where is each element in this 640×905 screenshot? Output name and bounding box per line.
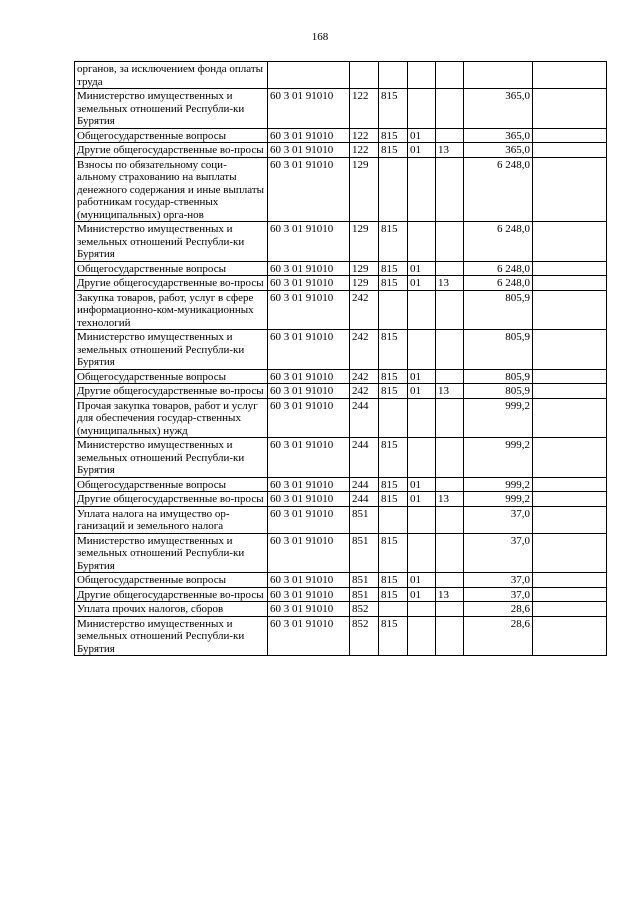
amount-cell: 999,2 xyxy=(464,477,533,492)
empty-cell xyxy=(533,506,607,533)
empty-cell xyxy=(533,128,607,143)
table-row xyxy=(75,89,607,129)
subsection-code-cell xyxy=(436,128,464,143)
subsection-code-cell xyxy=(436,616,464,656)
amount-cell: 6 248,0 xyxy=(464,157,533,222)
administrator-code-cell: 815 xyxy=(379,477,408,492)
expense-type-cell xyxy=(350,62,379,89)
expense-type-cell: 129 xyxy=(350,157,379,222)
item-name-cell: Закупка товаров, работ, услуг в сфере информационно-ком-муникационных технологий xyxy=(75,290,268,330)
section-code-cell: 01 xyxy=(408,369,436,384)
section-code-cell: 01 xyxy=(408,143,436,158)
administrator-code-cell xyxy=(379,602,408,617)
amount-cell: 37,0 xyxy=(464,587,533,602)
table-row xyxy=(75,369,607,384)
target-article-cell: 60 3 01 91010 xyxy=(268,222,350,262)
amount-cell: 805,9 xyxy=(464,384,533,399)
target-article-cell: 60 3 01 91010 xyxy=(268,398,350,438)
subsection-code-cell xyxy=(436,477,464,492)
section-code-cell xyxy=(408,602,436,617)
administrator-code-cell: 815 xyxy=(379,222,408,262)
target-article-cell: 60 3 01 91010 xyxy=(268,573,350,588)
table-row xyxy=(75,222,607,262)
target-article-cell: 60 3 01 91010 xyxy=(268,587,350,602)
expense-type-cell: 122 xyxy=(350,143,379,158)
expense-type-cell: 129 xyxy=(350,222,379,262)
table-row xyxy=(75,533,607,573)
subsection-code-cell xyxy=(436,398,464,438)
item-name-cell: Общегосударственные вопросы xyxy=(75,128,268,143)
target-article-cell: 60 3 01 91010 xyxy=(268,616,350,656)
amount-cell xyxy=(464,62,533,89)
item-name-cell: Общегосударственные вопросы xyxy=(75,573,268,588)
table-row xyxy=(75,616,607,656)
section-code-cell: 01 xyxy=(408,276,436,291)
subsection-code-cell xyxy=(436,369,464,384)
table-row xyxy=(75,330,607,370)
subsection-code-cell xyxy=(436,261,464,276)
subsection-code-cell xyxy=(436,602,464,617)
amount-cell: 37,0 xyxy=(464,533,533,573)
target-article-cell: 60 3 01 91010 xyxy=(268,602,350,617)
target-article-cell: 60 3 01 91010 xyxy=(268,143,350,158)
administrator-code-cell xyxy=(379,290,408,330)
item-name-cell: Министерство имущественных и земельных отношений Республи-ки Бурятия xyxy=(75,438,268,478)
empty-cell xyxy=(533,290,607,330)
subsection-code-cell: 13 xyxy=(436,587,464,602)
section-code-cell xyxy=(408,438,436,478)
amount-cell: 805,9 xyxy=(464,369,533,384)
item-name-cell: Министерство имущественных и земельных отношений Республи-ки Бурятия xyxy=(75,330,268,370)
empty-cell xyxy=(533,477,607,492)
item-name-cell: Другие общегосударственные во-просы xyxy=(75,587,268,602)
expense-type-cell: 851 xyxy=(350,573,379,588)
subsection-code-cell: 13 xyxy=(436,492,464,507)
administrator-code-cell xyxy=(379,62,408,89)
item-name-cell: Уплата прочих налогов, сборов xyxy=(75,602,268,617)
amount-cell: 999,2 xyxy=(464,398,533,438)
section-code-cell xyxy=(408,62,436,89)
amount-cell: 28,6 xyxy=(464,602,533,617)
budget-table-body xyxy=(75,62,607,656)
budget-table xyxy=(74,61,607,656)
section-code-cell xyxy=(408,506,436,533)
administrator-code-cell: 815 xyxy=(379,330,408,370)
expense-type-cell: 244 xyxy=(350,438,379,478)
table-row xyxy=(75,492,607,507)
table-row xyxy=(75,477,607,492)
target-article-cell: 60 3 01 91010 xyxy=(268,533,350,573)
expense-type-cell: 129 xyxy=(350,276,379,291)
table-row xyxy=(75,384,607,399)
administrator-code-cell: 815 xyxy=(379,573,408,588)
expense-type-cell: 244 xyxy=(350,477,379,492)
section-code-cell xyxy=(408,616,436,656)
subsection-code-cell: 13 xyxy=(436,143,464,158)
table-row xyxy=(75,261,607,276)
empty-cell xyxy=(533,533,607,573)
target-article-cell: 60 3 01 91010 xyxy=(268,261,350,276)
amount-cell: 28,6 xyxy=(464,616,533,656)
subsection-code-cell: 13 xyxy=(436,384,464,399)
empty-cell xyxy=(533,616,607,656)
section-code-cell: 01 xyxy=(408,384,436,399)
target-article-cell: 60 3 01 91010 xyxy=(268,157,350,222)
administrator-code-cell: 815 xyxy=(379,128,408,143)
expense-type-cell: 122 xyxy=(350,89,379,129)
administrator-code-cell: 815 xyxy=(379,587,408,602)
section-code-cell: 01 xyxy=(408,477,436,492)
amount-cell: 6 248,0 xyxy=(464,261,533,276)
expense-type-cell: 852 xyxy=(350,602,379,617)
item-name-cell: Общегосударственные вопросы xyxy=(75,477,268,492)
expense-type-cell: 851 xyxy=(350,587,379,602)
administrator-code-cell: 815 xyxy=(379,276,408,291)
table-row xyxy=(75,573,607,588)
empty-cell xyxy=(533,602,607,617)
target-article-cell: 60 3 01 91010 xyxy=(268,438,350,478)
empty-cell xyxy=(533,438,607,478)
section-code-cell xyxy=(408,330,436,370)
expense-type-cell: 242 xyxy=(350,384,379,399)
subsection-code-cell xyxy=(436,330,464,370)
table-row xyxy=(75,128,607,143)
table-row xyxy=(75,438,607,478)
table-row xyxy=(75,398,607,438)
administrator-code-cell: 815 xyxy=(379,384,408,399)
table-row xyxy=(75,602,607,617)
amount-cell: 6 248,0 xyxy=(464,222,533,262)
item-name-cell: Общегосударственные вопросы xyxy=(75,261,268,276)
section-code-cell: 01 xyxy=(408,587,436,602)
subsection-code-cell xyxy=(436,290,464,330)
target-article-cell: 60 3 01 91010 xyxy=(268,128,350,143)
amount-cell: 365,0 xyxy=(464,143,533,158)
item-name-cell: Министерство имущественных и земельных отношений Республи-ки Бурятия xyxy=(75,89,268,129)
empty-cell xyxy=(533,573,607,588)
expense-type-cell: 129 xyxy=(350,261,379,276)
item-name-cell: Другие общегосударственные во-просы xyxy=(75,143,268,158)
expense-type-cell: 852 xyxy=(350,616,379,656)
section-code-cell: 01 xyxy=(408,128,436,143)
empty-cell xyxy=(533,369,607,384)
administrator-code-cell: 815 xyxy=(379,438,408,478)
empty-cell xyxy=(533,261,607,276)
subsection-code-cell xyxy=(436,533,464,573)
administrator-code-cell: 815 xyxy=(379,492,408,507)
table-row xyxy=(75,62,607,89)
amount-cell: 365,0 xyxy=(464,128,533,143)
target-article-cell: 60 3 01 91010 xyxy=(268,290,350,330)
expense-type-cell: 242 xyxy=(350,290,379,330)
amount-cell: 999,2 xyxy=(464,438,533,478)
table-row xyxy=(75,506,607,533)
target-article-cell: 60 3 01 91010 xyxy=(268,276,350,291)
item-name-cell: Другие общегосударственные во-просы xyxy=(75,384,268,399)
section-code-cell: 01 xyxy=(408,492,436,507)
section-code-cell: 01 xyxy=(408,261,436,276)
amount-cell: 805,9 xyxy=(464,290,533,330)
target-article-cell: 60 3 01 91010 xyxy=(268,369,350,384)
item-name-cell: Министерство имущественных и земельных отношений Республи-ки Бурятия xyxy=(75,222,268,262)
administrator-code-cell: 815 xyxy=(379,261,408,276)
empty-cell xyxy=(533,384,607,399)
empty-cell xyxy=(533,587,607,602)
section-code-cell xyxy=(408,533,436,573)
expense-type-cell: 851 xyxy=(350,533,379,573)
target-article-cell: 60 3 01 91010 xyxy=(268,506,350,533)
section-code-cell: 01 xyxy=(408,573,436,588)
table-row xyxy=(75,276,607,291)
subsection-code-cell xyxy=(436,506,464,533)
item-name-cell: Другие общегосударственные во-просы xyxy=(75,276,268,291)
administrator-code-cell xyxy=(379,398,408,438)
subsection-code-cell xyxy=(436,438,464,478)
section-code-cell xyxy=(408,222,436,262)
amount-cell: 999,2 xyxy=(464,492,533,507)
target-article-cell: 60 3 01 91010 xyxy=(268,330,350,370)
page-number: 168 xyxy=(311,31,329,43)
subsection-code-cell xyxy=(436,89,464,129)
subsection-code-cell: 13 xyxy=(436,276,464,291)
item-name-cell: Общегосударственные вопросы xyxy=(75,369,268,384)
section-code-cell xyxy=(408,157,436,222)
empty-cell xyxy=(533,398,607,438)
item-name-cell: Уплата налога на имущество ор-ганизаций и земельного налога xyxy=(75,506,268,533)
subsection-code-cell xyxy=(436,157,464,222)
empty-cell xyxy=(533,89,607,129)
item-name-cell: Прочая закупка товаров, работ и услуг для обеспечения государ-ственных (муниципальных) нужд xyxy=(75,398,268,438)
administrator-code-cell: 815 xyxy=(379,143,408,158)
section-code-cell xyxy=(408,398,436,438)
item-name-cell: Министерство имущественных и земельных отношений Республи-ки Бурятия xyxy=(75,533,268,573)
expense-type-cell: 242 xyxy=(350,330,379,370)
table-row xyxy=(75,290,607,330)
expense-type-cell: 851 xyxy=(350,506,379,533)
amount-cell: 37,0 xyxy=(464,506,533,533)
item-name-cell: Взносы по обязательному соци-альному страхованию на выплаты денежного содержания и иные выплаты работникам государ-ственных (муниципальных) орга-нов xyxy=(75,157,268,222)
administrator-code-cell: 815 xyxy=(379,89,408,129)
administrator-code-cell xyxy=(379,157,408,222)
subsection-code-cell xyxy=(436,222,464,262)
amount-cell: 37,0 xyxy=(464,573,533,588)
target-article-cell: 60 3 01 91010 xyxy=(268,384,350,399)
item-name-cell: Другие общегосударственные во-просы xyxy=(75,492,268,507)
table-row xyxy=(75,157,607,222)
empty-cell xyxy=(533,157,607,222)
target-article-cell xyxy=(268,62,350,89)
subsection-code-cell xyxy=(436,573,464,588)
target-article-cell: 60 3 01 91010 xyxy=(268,477,350,492)
expense-type-cell: 244 xyxy=(350,492,379,507)
expense-type-cell: 122 xyxy=(350,128,379,143)
empty-cell xyxy=(533,143,607,158)
administrator-code-cell: 815 xyxy=(379,369,408,384)
amount-cell: 6 248,0 xyxy=(464,276,533,291)
subsection-code-cell xyxy=(436,62,464,89)
amount-cell: 365,0 xyxy=(464,89,533,129)
administrator-code-cell: 815 xyxy=(379,533,408,573)
administrator-code-cell xyxy=(379,506,408,533)
amount-cell: 805,9 xyxy=(464,330,533,370)
empty-cell xyxy=(533,492,607,507)
expense-type-cell: 242 xyxy=(350,369,379,384)
target-article-cell: 60 3 01 91010 xyxy=(268,492,350,507)
item-name-cell: Министерство имущественных и земельных отношений Республи-ки Бурятия xyxy=(75,616,268,656)
table-row xyxy=(75,587,607,602)
section-code-cell xyxy=(408,290,436,330)
expense-type-cell: 244 xyxy=(350,398,379,438)
administrator-code-cell: 815 xyxy=(379,616,408,656)
item-name-cell: органов, за исключением фонда оплаты труда xyxy=(75,62,268,89)
empty-cell xyxy=(533,330,607,370)
empty-cell xyxy=(533,276,607,291)
section-code-cell xyxy=(408,89,436,129)
table-row xyxy=(75,143,607,158)
target-article-cell: 60 3 01 91010 xyxy=(268,89,350,129)
empty-cell xyxy=(533,62,607,89)
empty-cell xyxy=(533,222,607,262)
